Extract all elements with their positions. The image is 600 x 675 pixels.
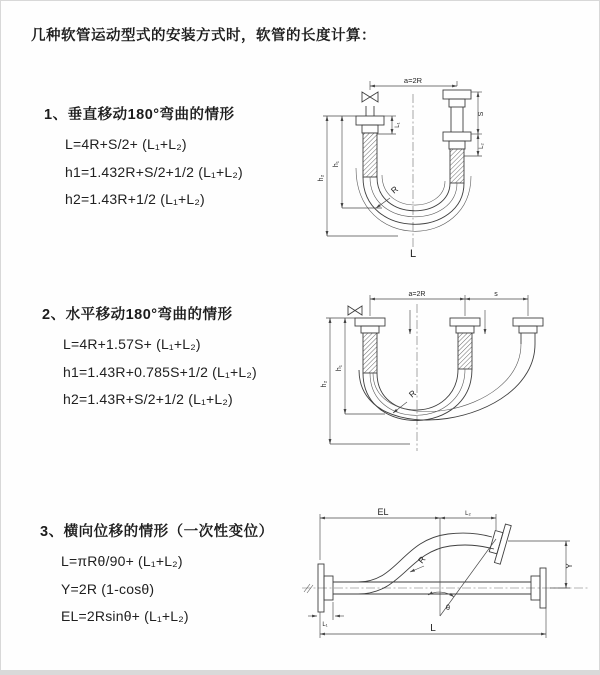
displaced-hose: [358, 533, 494, 594]
diagram-lateral-displacement: [298, 506, 593, 651]
dim-label-y: Y: [565, 563, 574, 569]
formula-line: h1=1.432R+S/2+1/2 (L₁+L₂): [65, 163, 243, 180]
l-dimension: [320, 608, 546, 638]
formula-line: Y=2R (1-cosθ): [61, 580, 155, 597]
dim-label-a2r: a=2R: [408, 291, 426, 298]
diagram-vertical-bend: [312, 68, 580, 260]
formula-line: L=4R+S/2+ (L₁+L₂): [65, 136, 187, 152]
dim-label-h2: h₂: [321, 380, 328, 388]
section-horizontal-bend: [42, 303, 257, 414]
section-heading: 3、横向位移的情形（一次性变位）: [40, 524, 274, 540]
y-dimension: [508, 541, 574, 588]
s-l2-dimensions: [464, 92, 485, 156]
tilted-flange: [487, 522, 511, 564]
radius-label: R: [388, 183, 400, 196]
page-title: 几种软管运动型式的安装方式时，软管的长度计算：: [31, 28, 376, 44]
dim-label-l2: L₂: [479, 143, 485, 149]
pipe-flange-left: [355, 318, 385, 373]
formula-line: L=4R+1.57S+ (L₁+L₂): [63, 336, 201, 352]
dim-label-h1: h₁: [336, 364, 343, 372]
radius-label: R: [415, 554, 428, 566]
dim-label-s: S: [478, 111, 485, 117]
formula-line: h1=1.43R+0.785S+1/2 (L₁+L₂): [63, 363, 257, 380]
radius-callout: [376, 184, 400, 208]
top-dimensions: [370, 291, 528, 316]
formula-list: [65, 131, 243, 214]
dim-label-a2r: a=2R: [403, 76, 423, 85]
dim-label-l1: L₁: [322, 622, 328, 628]
centerline: [302, 584, 588, 593]
pipe-flange-middle: [450, 318, 480, 369]
formula-line: L=πRθ/90+ (L₁+L₂): [61, 553, 183, 569]
el-dimension: [320, 507, 496, 616]
right-hose-braid: [450, 149, 464, 183]
dim-label-el: EL: [377, 507, 389, 517]
formula-line: h2=1.43R+S/2+1/2 (L₁+L₂): [63, 391, 233, 407]
right-pipe-flange: [443, 90, 471, 149]
left-hose-braid: [363, 133, 377, 177]
formula-list: [63, 331, 257, 414]
section-heading: 1、垂直移动180°弯曲的情形: [44, 107, 235, 123]
dim-label-s: s: [494, 291, 498, 298]
diagram-horizontal-bend: [315, 286, 585, 458]
top-dimension: [370, 76, 457, 90]
section-lateral-displacement: [40, 520, 274, 631]
hose-u-curves: [359, 344, 535, 421]
length-label: L: [409, 248, 417, 260]
formula-line: EL=2Rsinθ+ (L₁+L₂): [61, 608, 189, 624]
dim-label-l2: L₂: [465, 511, 471, 517]
dim-label-l: L: [430, 623, 436, 634]
pipe-flange-right: [513, 318, 543, 344]
left-pipe-flange: [356, 116, 384, 133]
theta-construction: [428, 539, 496, 616]
dim-label-h1: h₁: [333, 160, 340, 168]
section-heading: 2、水平移动180°弯曲的情形: [42, 307, 233, 323]
l1-dimension: [308, 602, 344, 628]
radius-label: R: [406, 387, 418, 400]
theta-label: θ: [445, 603, 451, 612]
section-vertical-bend: [44, 103, 243, 214]
formula-list: [61, 548, 274, 631]
valve-icon: [362, 92, 378, 116]
valve-icon: [348, 306, 362, 315]
dim-label-h2: h₂: [318, 174, 325, 182]
formula-line: h2=1.43R+1/2 (L₁+L₂): [65, 191, 205, 207]
dim-label-l1: L₁: [395, 122, 401, 128]
radius-callout: [410, 554, 427, 572]
